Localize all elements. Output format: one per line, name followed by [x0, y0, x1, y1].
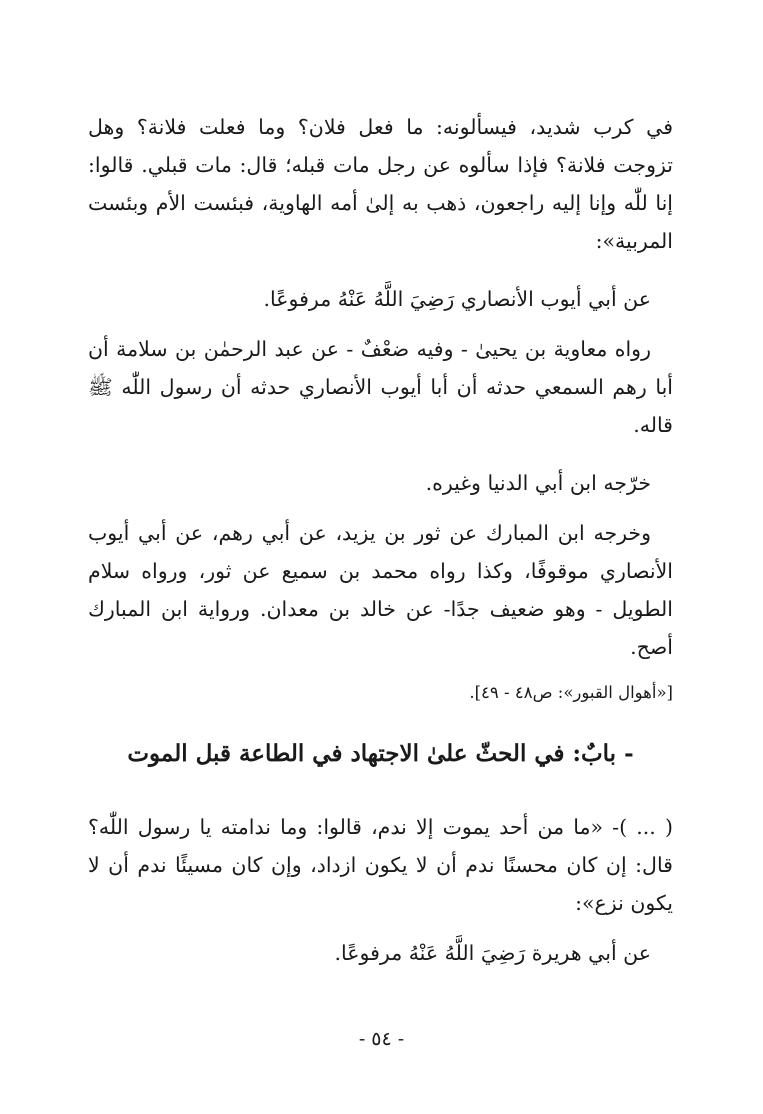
page-body	[88, 108, 673, 992]
paragraph-chain-muawiya: رواه معاوية بن يحيىٰ - وفيه ضعْفٌ - عن عبد الرحمٰن بن سلامة أن أبا رهم السمعي حدثه أن أبا أيوب الأنصاري حدثه أن رسول اللّٰه ﷺ قاله.	[88, 337, 673, 437]
chapter-heading: - بابٌ: في الحثّ علىٰ الاجتهاد في الطاعة قبل الموت	[127, 740, 634, 767]
paragraph-narrator-abu-ayyub: عن أبي أيوب الأنصاري رَضِيَ اللَّهُ عَنْهُ مرفوعًا.	[263, 287, 651, 311]
paragraph-ibn-mubarak: وخرجه ابن المبارك عن ثور بن يزيد، عن أبي رهم، عن أبي أيوب الأنصاري موقوفًا، وكذا رواه محمد بن سميع عن ثور، ورواه سلام الطويل - وهو ضعيف جدًا- عن خالد بن معدان. ورواية ابن المبارك أصح.	[88, 521, 673, 659]
paragraph-narrator-abu-hurayra: عن أبي هريرة رَضِيَ اللَّهُ عَنْهُ مرفوعًا.	[334, 941, 651, 965]
paragraph-hadith-regret: ( ... )- «ما من أحد يموت إلا ندم، قالوا: وما ندامته يا رسول اللّٰه؟ قال: إن كان محسنًا ندم أن لا يكون ازداد، وإن كان مسيئًا ندم أن لا يكون نزع»:	[88, 815, 673, 915]
paragraph-hadith-continuation: في كرب شديد، فيسألونه: ما فعل فلان؟ وما فعلت فلانة؟ وهل تزوجت فلانة؟ فإذا سألوه عن رجل مات قبله؛ قال: مات قبلي. قالوا: إنا للّٰه وإنا إليه راجعون، ذهب به إلىٰ أمه الهاوية، فبئست الأم وبئست المربية»:	[88, 115, 673, 253]
source-reference: [«أهوال القبور»: ص٤٨ - ٤٩].	[469, 683, 673, 702]
paragraph-takhrij-ibn-abi-dunya: خرّجه ابن أبي الدنيا وغيره.	[425, 471, 651, 495]
page-number: - ٥٤ -	[358, 1028, 405, 1050]
